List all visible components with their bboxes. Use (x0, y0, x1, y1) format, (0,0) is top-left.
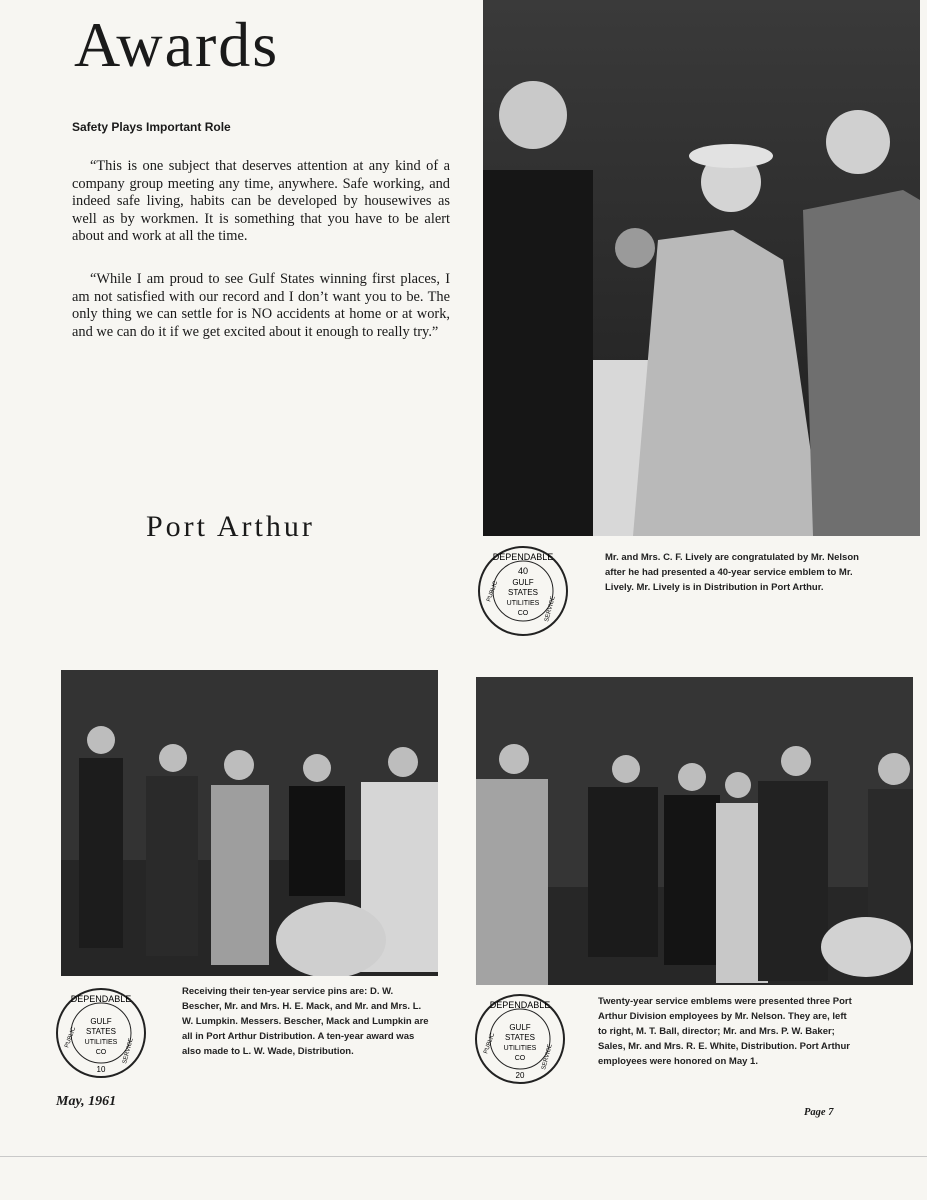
emblem-line: CO (514, 1055, 526, 1062)
emblem-left-text: PUBLIC (486, 580, 500, 603)
article-paragraph: “This is one subject that deserves attention at any kind of a company group meeting any time, anywhere. Safe working, and indeed safe living, habits can be developed by housewives as well as by workmen. It is something that you have to be alert about and work at all the time. (72, 158, 450, 244)
emblem-line: STATES (505, 1033, 535, 1042)
emblem-years: 10 (96, 1065, 106, 1074)
photo-ten-year-pins (61, 670, 438, 976)
service-emblem-20 (473, 992, 567, 1086)
emblem-line: GULF (509, 1023, 531, 1032)
section-title: Port Arthur (146, 510, 315, 543)
emblem-top-text: DEPENDABLE (492, 552, 554, 562)
service-emblem-10 (54, 986, 148, 1080)
emblem-line: STATES (508, 588, 538, 597)
photo-twenty-year-emblems (476, 677, 913, 985)
emblem-right-text: SERVICE (122, 1037, 135, 1065)
photo-caption: Receiving their ten-year service pins are: D. W. Bescher, Mr. and Mrs. H. E. Mack, and Mr. and Mrs. L. W. Lumpkin. Messers. Bescher, Mack and Lumpkin are all in Port Arthur Distribution. A ten-year award was also made to L. W. Wade, Distribution. (182, 986, 429, 1057)
page-title: Awards (74, 9, 280, 80)
photo-twenty-year-scene (476, 677, 913, 985)
emblem-right-text: SERVICE (544, 595, 557, 623)
emblem-years: 20 (515, 1071, 525, 1080)
photo-lively-award (483, 0, 920, 536)
article-paragraph: “While I am proud to see Gulf States winning first places, I am not satisfied with our record and I don’t want you to be. The only thing we can settle for is NO accidents at home or at work, and we can do it if we get excited about it enough to really try.” (72, 271, 450, 340)
emblem-line: UTILITIES (84, 1039, 118, 1046)
divider (0, 1156, 927, 1157)
page-number: Page 7 (804, 1107, 834, 1118)
emblem-left-text: PUBLIC (483, 1032, 497, 1055)
emblem-top-text: DEPENDABLE (70, 994, 132, 1004)
emblem-left-text: PUBLIC (64, 1026, 78, 1049)
emblem-line: GULF (512, 578, 534, 587)
emblem-line: GULF (90, 1017, 112, 1026)
article-subhead: Safety Plays Important Role (72, 120, 231, 134)
footer-date: May, 1961 (56, 1094, 117, 1109)
emblem-line: CO (95, 1049, 107, 1056)
emblem-right-text: SERVICE (541, 1043, 554, 1071)
emblem-years: 40 (517, 566, 529, 576)
emblem-top-text: DEPENDABLE (489, 1000, 551, 1010)
photo-ten-year-scene (61, 670, 438, 976)
photo-caption: Twenty-year service emblems were presented three Port Arthur Division employees by Mr. Nelson. They are, left to right, M. T. Ball, director; Mr. and Mrs. P. W. Baker; Sales, Mr. and Mrs. R. E. White, Distribution. Port Arthur employees were honored on May 1. (598, 996, 852, 1067)
emblem-line: UTILITIES (506, 600, 540, 607)
emblem-line: UTILITIES (503, 1045, 537, 1052)
emblem-line: STATES (86, 1027, 116, 1036)
photo-caption: Mr. and Mrs. C. F. Lively are congratulated by Mr. Nelson after he had presented a 40-year service emblem to Mr. Lively. Mr. Lively is in Distribution in Port Arthur. (605, 552, 859, 593)
photo-lively-scene (483, 0, 920, 536)
emblem-line: CO (517, 610, 529, 617)
service-emblem-40 (476, 544, 570, 638)
